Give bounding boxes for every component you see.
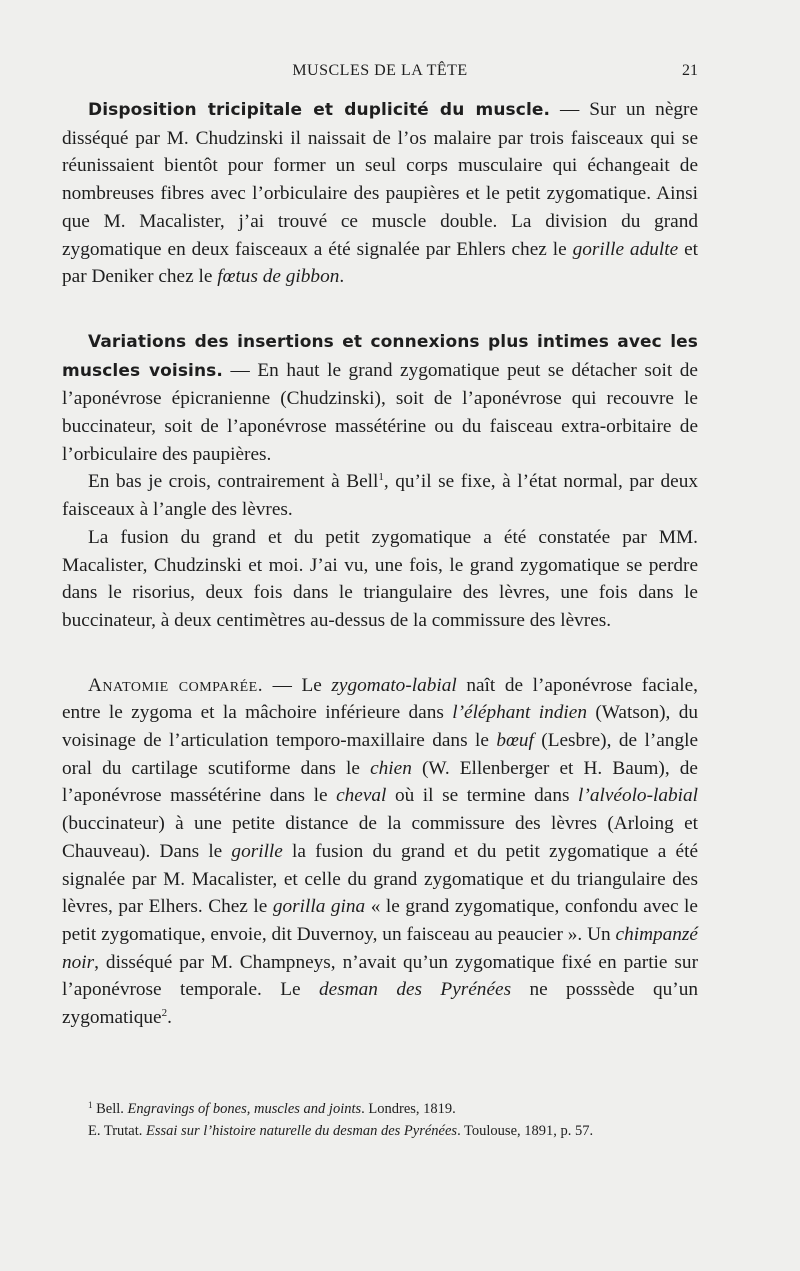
paragraph-text: En bas je crois, contrairement à Bell (88, 471, 379, 493)
paragraph-variations-insertions (62, 328, 698, 469)
paragraph-text: (buccinateur) à une petite distance de la commissure des lèvres (Arloing et Chauveau). Dans le (62, 813, 698, 862)
paragraph-text: (W. Ellenberger et H. Baum), de l’aponévrose massétérine dans le (62, 757, 698, 807)
italic-term: chimpanzé noir (62, 923, 698, 973)
page-number: 21 (682, 62, 698, 79)
paragraph-text: — Sur un nègre disséqué par M. Chudzinski il naissait de l’os malaire par trois faisceaux qui se réunissaient bientôt pour former un seul corps musculaire qui échangeait de nombreuses fibres avec l’orbiculaire des paupières et le petit zygomatique. Ainsi que M. Macalister, j’ai trouvé ce muscle double. La division du grand zygomatique en deux faisceaux a été signalée par Ehlers chez le (62, 99, 698, 260)
footnote-2 (62, 1120, 698, 1142)
paragraph-text: . (339, 266, 345, 288)
running-title: MUSCLES DE LA TÊTE (292, 62, 468, 79)
paragraph-text: et par Deniker chez le (62, 238, 698, 288)
page-header (62, 62, 698, 84)
section-gap (62, 291, 698, 328)
italic-term: zygomato-labial (331, 674, 457, 696)
italic-term: gorilla gina (272, 896, 366, 918)
footnote-reference[interactable]: 2 (161, 1007, 168, 1020)
paragraph-text: la fusion du grand et du petit zygomatique a été signalée par M. Macalister, et celle du grand zygomatique et du triangulaire des lèvres, par Elhers. Chez le (62, 840, 699, 918)
footnote-text: Bell. (92, 1101, 128, 1117)
paragraph-text: « le grand zygomatique, confondu avec le petit zygomatique, envoie, dit Duvernoy, un faisceau au peaucier ». Un (62, 896, 698, 945)
paragraph-text: où il se termine dans (386, 785, 579, 807)
paragraph-text: ne posssède qu’un zygomatique (62, 979, 698, 1029)
footnote-title: Essai sur l’histoire naturelle du desman des Pyrénées (146, 1123, 458, 1139)
paragraph-text: (Watson), du voisinage de l’articulation temporo-maxillaire dans le (62, 702, 698, 752)
italic-term: l’alvéolo-labial (578, 785, 698, 807)
footnotes (62, 1098, 698, 1142)
section-heading: Variations des insertions et connexions plus intimes avec les muscles voisins. (62, 331, 698, 381)
paragraph-text: naît de l’aponévrose faciale, entre le zygoma et la mâchoire inférieure dans (62, 674, 698, 724)
paragraph-text: — En haut le grand zygomatique peut se détacher soit de l’aponévrose épicranienne (Chudzinski), soit de l’aponévrose qui recouvre le buccinateur, soit de l’aponévrose massétérine ou du faisceau extra-orbitaire de l’orbiculaire des paupières. (62, 359, 698, 465)
italic-term: gorille adulte (572, 238, 679, 260)
paragraph-text: — Le (263, 674, 332, 696)
italic-term: bœuf (496, 730, 534, 752)
paragraph-anatomie-comparee (62, 672, 698, 1032)
italic-term: gorille (231, 840, 283, 862)
paragraph-disposition-tricipitale (62, 96, 698, 291)
paragraph-text: . (167, 1007, 172, 1029)
paragraph-text: (Lesbre), de l’angle oral du cartilage scutiforme dans le (62, 730, 698, 779)
section-heading: Anatomie comparée. (88, 674, 264, 696)
section-gap (62, 635, 698, 672)
italic-term: desman des Pyrénées (319, 979, 512, 1001)
footnote-text: . Londres, 1819. (361, 1101, 456, 1117)
footnote-mark: 1 (88, 1100, 93, 1110)
footnote-text: E. Trutat. (88, 1123, 147, 1139)
footnote-title: Engravings of bones, muscles and joints (127, 1101, 362, 1117)
footnote-1 (62, 1098, 698, 1120)
footnote-reference[interactable]: 1 (378, 471, 384, 484)
paragraph-text: La fusion du grand et du petit zygomatique a été constatée par MM. Macalister, Chudzinski et moi. J’ai vu, une fois, le grand zygomatique se perdre dans le risorius, deux fois dans le triangulaire des lèvres, une fois dans le buccinateur, à deux centimètres au-dessus de la commissure des lèvres. (62, 526, 698, 631)
italic-term: l’éléphant indien (452, 702, 587, 724)
italic-term: chien (370, 757, 412, 779)
paragraph-text: , qu’il se fixe, à l’état normal, par deux faisceaux à l’angle des lèvres. (62, 471, 699, 521)
section-heading: Disposition tricipitale et duplicité du muscle. (88, 100, 551, 120)
paragraph-text: , disséqué par M. Champneys, n’avait qu’un zygomatique fixé en partie sur l’aponévrose temporale. Le (62, 951, 698, 1001)
italic-term: cheval (336, 785, 387, 807)
body-text (62, 96, 698, 1032)
italic-term: fœtus de gibbon (217, 266, 340, 288)
footnote-text: . Toulouse, 1891, p. 57. (457, 1123, 594, 1139)
paragraph-en-bas (62, 468, 698, 523)
paragraph-fusion (62, 524, 698, 635)
